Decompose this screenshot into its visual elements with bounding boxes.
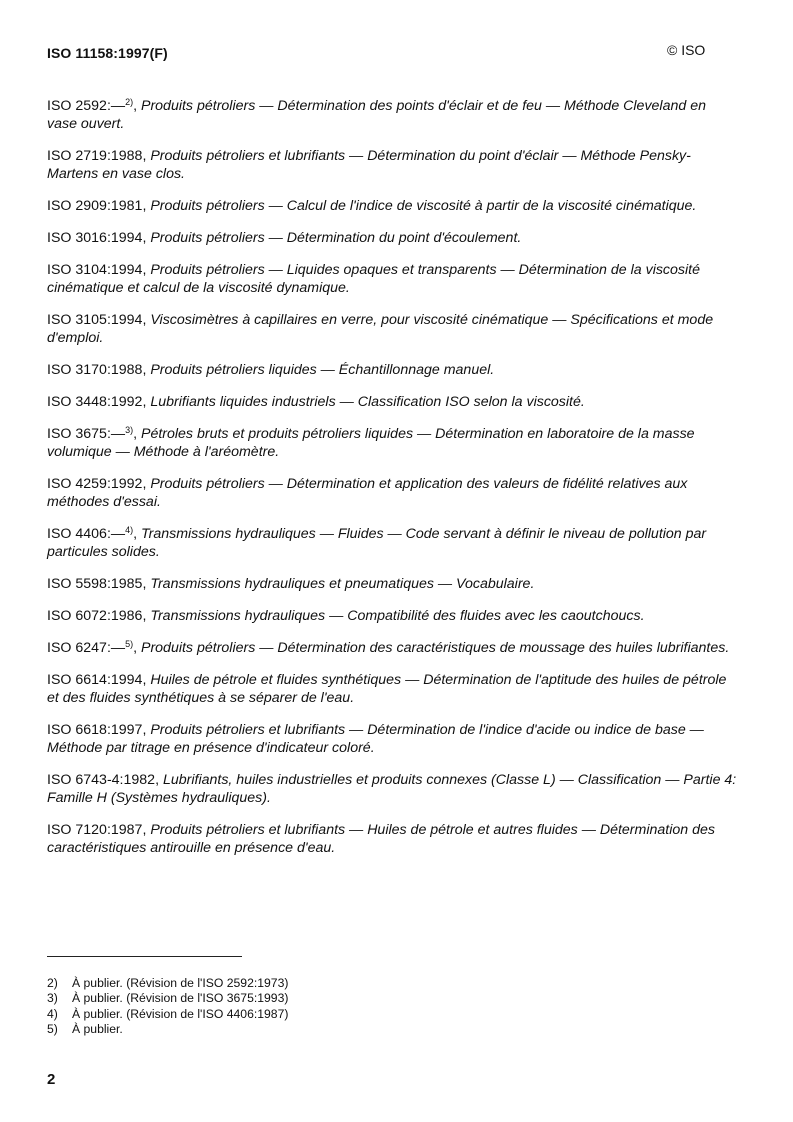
reference-code: ISO 3104:1994	[47, 262, 143, 278]
footnotes-list	[47, 976, 288, 1038]
footnote-item	[47, 1007, 288, 1022]
reference-footnote-dash: —	[110, 640, 126, 656]
reference-footnote-number: 2)	[125, 97, 134, 107]
reference-title: Transmissions hydrauliques — Compatibilité des fluides avec les caoutchoucs.	[150, 608, 645, 624]
reference-title: Lubrifiants liquides industriels — Classification ISO selon la viscosité.	[150, 394, 585, 410]
reference-footnote-dash: —	[110, 426, 126, 442]
reference-title: Produits pétroliers — Détermination et application des valeurs de fidélité relatives aux méthodes d'essai.	[47, 476, 688, 510]
reference-item: ISO 2592:—$^{2)}$, Produits pétroliers — Détermination des points d'éclair et de feu — Méthode Cleveland en vase ouvert.	[47, 97, 706, 132]
reference-footnote-number: 3)	[125, 425, 134, 435]
footnote-item	[47, 1022, 288, 1037]
reference-title: Produits pétroliers et lubrifiants — Détermination du point d'éclair — Méthode Pensky-Martens en vase clos.	[47, 148, 691, 182]
reference-code: ISO 4259:1992	[47, 476, 143, 492]
reference-code: ISO 7120:1987	[47, 822, 143, 838]
document-standard-number: ISO 11158:1997(F)	[47, 45, 168, 61]
reference-footnote-dash: —	[110, 526, 126, 542]
reference-item: ISO 3105:1994, Viscosimètres à capillaires en verre, pour viscosité cinématique — Spécifications et mode d'emploi.	[47, 312, 714, 346]
reference-title: Transmissions hydrauliques — Fluides — Code servant à définir le niveau de pollution par particules solides.	[47, 526, 707, 560]
footnote-separator	[47, 956, 242, 957]
reference-code: ISO 6618:1997	[47, 722, 143, 738]
copyright-notice: © ISO	[667, 42, 706, 58]
reference-item: ISO 2719:1988, Produits pétroliers et lubrifiants — Détermination du point d'éclair — Méthode Pensky-Martens en vase clos.	[47, 148, 691, 182]
footnote-item	[47, 991, 288, 1006]
reference-title: Produits pétroliers — Détermination des points d'éclair et de feu — Méthode Cleveland en vase ouvert.	[47, 98, 706, 132]
reference-footnote-mark	[111, 426, 133, 442]
reference-title: Produits pétroliers — Calcul de l'indice de viscosité à partir de la viscosité cinématique.	[150, 198, 697, 214]
reference-code: ISO 3170:1988	[47, 362, 143, 378]
reference-item: ISO 4259:1992, Produits pétroliers — Détermination et application des valeurs de fidélité relatives aux méthodes d'essai.	[47, 476, 688, 510]
reference-code: ISO 2719:1988	[47, 148, 143, 164]
reference-code: ISO 6743-4:1982	[47, 772, 156, 788]
reference-footnote-dash: —	[110, 98, 126, 114]
footnote-number: 3)	[47, 991, 58, 1006]
reference-item: ISO 6614:1994, Huiles de pétrole et fluides synthétiques — Détermination de l'aptitude des huiles de pétrole et des fluides synthétiques à se séparer de l'eau.	[47, 672, 727, 706]
reference-footnote-number: 4)	[125, 525, 134, 535]
reference-code: ISO 6614:1994	[47, 672, 143, 688]
reference-footnote-mark	[111, 526, 133, 542]
reference-title: Viscosimètres à capillaires en verre, pour viscosité cinématique — Spécifications et mode d'emploi.	[47, 312, 714, 346]
reference-item: ISO 3016:1994, Produits pétroliers — Détermination du point d'écoulement.	[47, 230, 522, 246]
reference-code: ISO 5598:1985	[47, 576, 143, 592]
reference-item: ISO 5598:1985, Transmissions hydrauliques et pneumatiques — Vocabulaire.	[47, 576, 535, 592]
footnote-text: À publier. (Révision de l'ISO 4406:1987)	[72, 1006, 289, 1021]
reference-item: ISO 2909:1981, Produits pétroliers — Calcul de l'indice de viscosité à partir de la viscosité cinématique.	[47, 198, 697, 214]
reference-item: ISO 6072:1986, Transmissions hydrauliques — Compatibilité des fluides avec les caoutchoucs.	[47, 608, 645, 624]
reference-code: ISO 3675:	[47, 426, 111, 442]
reference-code: ISO 2909:1981	[47, 198, 143, 214]
reference-code: ISO 4406:	[47, 526, 111, 542]
reference-title: Transmissions hydrauliques et pneumatiques — Vocabulaire.	[150, 576, 535, 592]
reference-title: Huiles de pétrole et fluides synthétiques — Détermination de l'aptitude des huiles de pétrole et des fluides synthétiques à se séparer de l'eau.	[47, 672, 727, 706]
reference-item: ISO 3448:1992, Lubrifiants liquides industriels — Classification ISO selon la viscosité.	[47, 394, 585, 410]
footnote-number: 4)	[47, 1006, 58, 1021]
reference-footnote-mark	[111, 640, 133, 656]
reference-item: ISO 3104:1994, Produits pétroliers — Liquides opaques et transparents — Détermination de la viscosité cinématique et calcul de la viscosité dynamique.	[47, 262, 700, 296]
reference-footnote-mark	[111, 98, 133, 114]
reference-item: ISO 6618:1997, Produits pétroliers et lubrifiants — Détermination de l'indice d'acide ou indice de base — Méthode par titrage en présence d'indicateur coloré.	[47, 722, 704, 756]
footnote-number: 2)	[47, 976, 58, 990]
reference-item: ISO 7120:1987, Produits pétroliers et lubrifiants — Huiles de pétrole et autres fluides — Détermination des caractéristiques antirouille en présence d'eau.	[47, 822, 715, 856]
reference-title: Produits pétroliers liquides — Échantillonnage manuel.	[150, 362, 495, 378]
reference-item: ISO 3170:1988, Produits pétroliers liquides — Échantillonnage manuel.	[47, 362, 495, 378]
reference-code: ISO 2592:	[47, 98, 111, 114]
reference-code: ISO 3016:1994	[47, 230, 143, 246]
reference-title: Lubrifiants, huiles industrielles et produits connexes (Classe L) — Classification — Partie 4: Famille H (Systèmes hydrauliques).	[47, 772, 737, 806]
reference-footnote-number: 5)	[125, 639, 134, 649]
reference-code: ISO 3105:1994	[47, 312, 143, 328]
footnote-text: À publier.	[72, 1022, 123, 1037]
footnote-item	[47, 976, 288, 991]
page-number: 2	[47, 1071, 56, 1088]
footnote-text: À publier. (Révision de l'ISO 2592:1973)	[72, 976, 289, 990]
normative-references-list	[47, 97, 737, 871]
reference-item: ISO 4406:—$^{4)}$, Transmissions hydrauliques — Fluides — Code servant à définir le niveau de pollution par particules solides.	[47, 525, 707, 560]
reference-title: Produits pétroliers et lubrifiants — Détermination de l'indice d'acide ou indice de base — Méthode par titrage en présence d'indicateur coloré.	[47, 722, 704, 756]
reference-item: ISO 6743-4:1982, Lubrifiants, huiles industrielles et produits connexes (Classe L) — Classification — Partie 4: Famille H (Systèmes hydrauliques).	[47, 772, 737, 806]
reference-title: Pétroles bruts et produits pétroliers liquides — Détermination en laboratoire de la masse volumique — Méthode à l'aréomètre.	[47, 426, 695, 460]
footnote-number: 5)	[47, 1022, 58, 1037]
reference-title: Produits pétroliers — Liquides opaques et transparents — Détermination de la viscosité cinématique et calcul de la viscosité dynamique.	[47, 262, 700, 296]
footnote-text: À publier. (Révision de l'ISO 3675:1993)	[72, 991, 289, 1006]
reference-item: ISO 6247:—$^{5)}$, Produits pétroliers — Détermination des caractéristiques de moussage des huiles lubrifiantes.	[47, 639, 730, 656]
reference-code: ISO 3448:1992	[47, 394, 143, 410]
reference-title: Produits pétroliers et lubrifiants — Huiles de pétrole et autres fluides — Détermination des caractéristiques antirouille en présence d'eau.	[47, 822, 715, 856]
reference-code: ISO 6247:	[47, 640, 111, 656]
reference-code: ISO 6072:1986	[47, 608, 143, 624]
reference-item: ISO 3675:—$^{3)}$, Pétroles bruts et produits pétroliers liquides — Détermination en laboratoire de la masse volumique — Méthode à l'aréomètre.	[47, 425, 695, 460]
reference-title: Produits pétroliers — Détermination du point d'écoulement.	[150, 230, 522, 246]
reference-title: Produits pétroliers — Détermination des caractéristiques de moussage des huiles lubrifiantes.	[140, 640, 730, 656]
